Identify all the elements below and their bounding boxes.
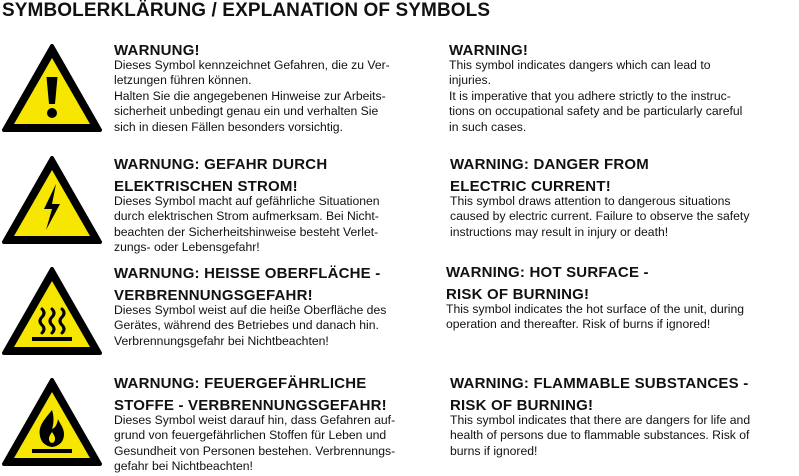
symbol-3-en-heading: WARNING: HOT SURFACE - RISK OF BURNING! (446, 264, 649, 303)
symbol-3-en (446, 262, 796, 333)
symbol-3-de-heading: WARNUNG: HEISSE OBERFLÄCHE - VERBRENNUNGSGEFAHR! (114, 265, 381, 304)
symbol-3-en-text: This symbol indicates the hot surface of the unit, during operation and thereafter. Risk of burns if ignored! (446, 302, 745, 332)
symbol-2-en-text: This symbol draws attention to dangerous situations caused by electric current. Failure to observe the safety instructions may result in injury or death! (450, 194, 750, 239)
symbol-1-en-text: This symbol indicates dangers which can lead to injuries. It is imperative that you adhere strictly to the instruc- tions on occupational safety and be particularly careful in such cases. (449, 58, 743, 134)
symbol-1-en-heading: WARNING! (449, 42, 529, 59)
symbol-4-en-heading: WARNING: FLAMMABLE SUBSTANCES - RISK OF BURNING! (450, 375, 749, 414)
symbol-1-en (449, 40, 794, 135)
symbol-3-de-text: Dieses Symbol weist auf die heiße Oberfläche des Gerätes, während des Betriebes und danach hin. Verbrennungsgefahr bei Nichtbeachten! (114, 303, 387, 348)
general-warning-icon (0, 42, 104, 134)
symbol-4-en-text: This symbol indicates that there are dangers for life and health of persons due to flammable substances. Risk of burns if ignored! (450, 413, 751, 458)
symbol-4-de-text: Dieses Symbol weist darauf hin, dass Gefahren auf- grund von feuergefährlichen Stoffen für Leben und Gesundheit von Personen bestehen. Verbrennungs- gefahr bei Nichtbeachten! (114, 413, 396, 474)
symbol-1-de-heading: WARNUNG! (114, 42, 200, 59)
symbol-1-de-text: Dieses Symbol kennzeichnet Gefahren, die zu Ver- letzungen führen können. Halten Sie die angegebenen Hinweise zur Arbeits- sicherheit unbedingt genau ein und verhalten Sie sich in diesen Fällen besonders vorsichtig. (114, 58, 390, 134)
symbol-2-en-heading: WARNING: DANGER FROM ELECTRIC CURRENT! (450, 156, 649, 195)
symbol-2-de-text: Dieses Symbol macht auf gefährliche Situationen durch elektrischen Strom aufmerksam. Bei Nicht- beachten der Sicherheitshinweise besteht Verlet- zungs- oder Lebensgefahr! (114, 194, 380, 255)
symbol-4-de-heading: WARNUNG: FEUERGEFÄHRLICHE STOFFE - VERBRENNUNGSGEFAHR! (114, 375, 387, 414)
flammable-icon (0, 376, 104, 468)
page-title: SYMBOLERKLÄRUNG / EXPLANATION OF SYMBOLS (2, 0, 491, 21)
electric-hazard-icon (0, 154, 104, 246)
symbol-2-en (450, 154, 795, 240)
hot-surface-icon (0, 265, 104, 357)
symbol-3-de (114, 263, 444, 349)
symbol-4-de (114, 373, 444, 475)
symbol-4-en (450, 373, 799, 459)
symbol-2-de (114, 154, 444, 256)
symbol-2-de-heading: WARNUNG: GEFAHR DURCH ELEKTRISCHEN STROM! (114, 156, 328, 195)
symbol-1-de (114, 40, 444, 135)
